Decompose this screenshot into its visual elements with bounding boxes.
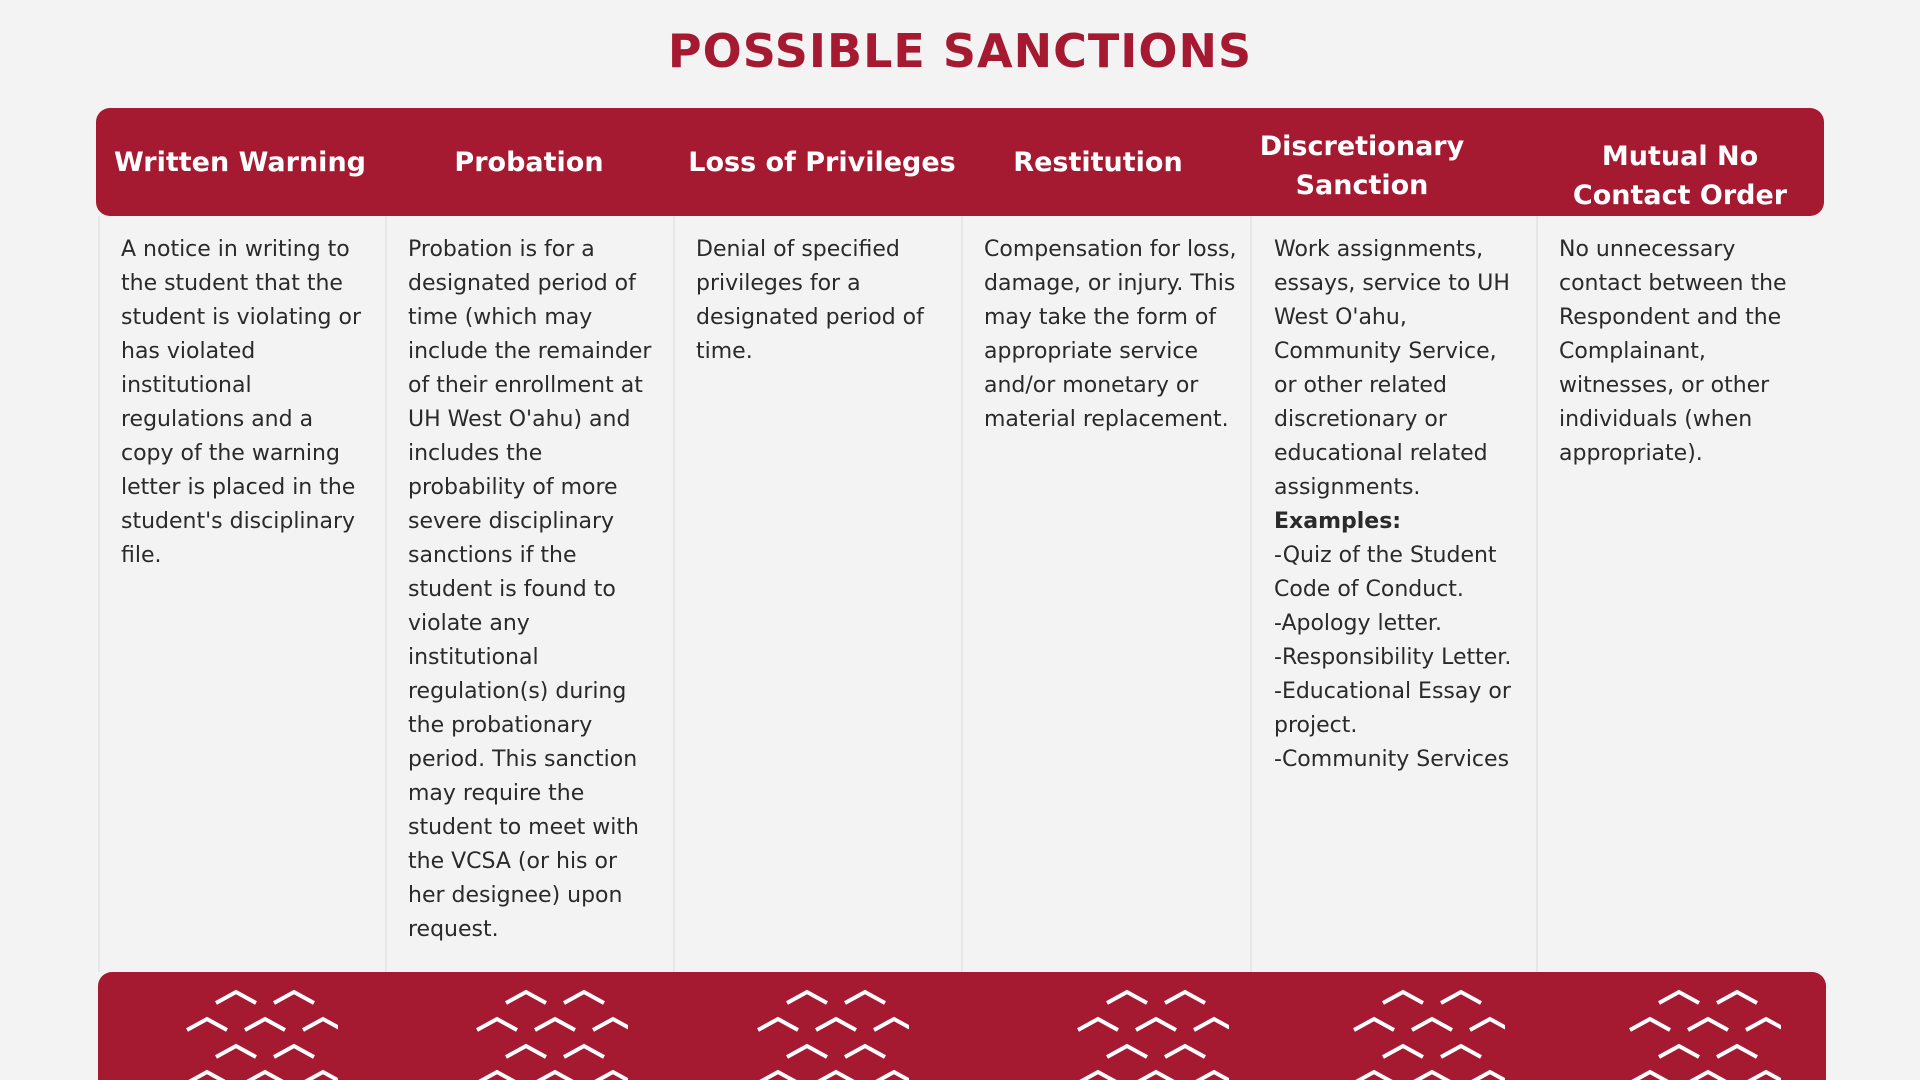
chevron-mark xyxy=(874,1019,909,1030)
heading-probation: Probation xyxy=(454,146,604,178)
chevron-mark xyxy=(1354,1019,1394,1030)
chevron-mark xyxy=(1107,1046,1147,1057)
chevron-mark xyxy=(1659,992,1699,1003)
chevron-mark xyxy=(535,1072,575,1080)
chevron-mark xyxy=(303,1072,338,1080)
chevron-mark xyxy=(1165,992,1205,1003)
chevron-mark xyxy=(564,1046,604,1057)
chevron-mark xyxy=(787,1046,827,1057)
column-body: No unnecessary contact between the Respondent and the Complainant, witnesses, or other individuals (when appropriate). xyxy=(1559,237,1787,466)
chevron-mark xyxy=(1470,1072,1505,1080)
chevron-mark xyxy=(216,992,256,1003)
chevron-mark xyxy=(593,1019,628,1030)
divider xyxy=(673,216,675,972)
heading-loss-of-privileges: Loss of Privileges xyxy=(688,146,956,178)
chevron-mark xyxy=(874,1072,909,1080)
example-item: -Quiz of the Student Code of Conduct. xyxy=(1274,543,1497,602)
chevron-mark xyxy=(1165,1046,1205,1057)
chevron-mark xyxy=(845,992,885,1003)
chevron-mark xyxy=(564,992,604,1003)
chevron-mark xyxy=(216,1046,256,1057)
column-body: Denial of specified privileges for a designated period of time. xyxy=(696,237,924,364)
chevron-mark xyxy=(816,1072,856,1080)
column-body: Probation is for a designated period of time (which may include the remainder of their enrollment at UH West O'ahu) and includes the probability of more severe disciplinary sanctions if the student is found to violate any institutional regulation(s) during the probationary period. This sanction may require the student to meet with the VCSA (or his or her designee) upon request. xyxy=(408,237,652,942)
chevron-mark xyxy=(187,1072,227,1080)
chevron-mark xyxy=(274,992,314,1003)
example-item: -Community Services xyxy=(1274,747,1510,772)
chevron-mark xyxy=(1194,1019,1229,1030)
column-written-warning xyxy=(121,233,371,573)
heading-mutual-no-contact-order: Mutual No Contact Order xyxy=(1572,141,1788,211)
chevron-mark xyxy=(506,1046,546,1057)
chevron-mark xyxy=(845,1046,885,1057)
header-bar xyxy=(96,108,1824,216)
heading-written-warning: Written Warning xyxy=(113,146,366,178)
chevron-mark xyxy=(593,1072,628,1080)
chevron-mark xyxy=(1630,1019,1670,1030)
chevron-mark xyxy=(1746,1019,1781,1030)
column-mutual-no-contact-order xyxy=(1559,233,1809,471)
chevron-mark xyxy=(1688,1019,1728,1030)
chevron-mark xyxy=(1717,1046,1757,1057)
divider xyxy=(1250,216,1252,972)
column-body: Work assignments, essays, service to UH West O'ahu, Community Service, or other related discretionary or educational related assignments. xyxy=(1274,237,1510,500)
chevron-mark xyxy=(1107,992,1147,1003)
divider xyxy=(961,216,963,972)
chevron-mark xyxy=(1746,1072,1781,1080)
divider xyxy=(98,216,100,972)
chevron-mark xyxy=(816,1019,856,1030)
chevron-mark xyxy=(1630,1072,1670,1080)
chevron-mark xyxy=(1383,992,1423,1003)
chevron-mark xyxy=(787,992,827,1003)
column-loss-of-privileges xyxy=(696,233,946,369)
footer-bar xyxy=(98,972,1826,1080)
chevron-mark xyxy=(1412,1019,1452,1030)
chevron-mark xyxy=(1412,1072,1452,1080)
chevron-mark xyxy=(506,992,546,1003)
chevron-mark xyxy=(187,1019,227,1030)
examples-label: Examples: xyxy=(1274,509,1402,534)
chevron-up-icon xyxy=(1345,982,1505,1080)
chevron-mark xyxy=(477,1019,517,1030)
chevron-mark xyxy=(758,1019,798,1030)
example-item: -Responsibility Letter. xyxy=(1274,645,1512,670)
chevron-mark xyxy=(1470,1019,1505,1030)
column-probation xyxy=(408,233,660,947)
heading-discretionary-sanction: Discretionary Sanction xyxy=(1259,131,1465,201)
divider xyxy=(1536,216,1538,972)
heading-restitution: Restitution xyxy=(1013,146,1183,178)
column-body: Compensation for loss, damage, or injury. This may take the form of appropriate service and/or monetary or material replacement. xyxy=(984,237,1237,432)
chevron-mark xyxy=(245,1072,285,1080)
chevron-mark xyxy=(1383,1046,1423,1057)
example-item: -Apology letter. xyxy=(1274,611,1442,636)
column-discretionary-sanction xyxy=(1274,233,1526,777)
chevron-mark xyxy=(535,1019,575,1030)
chevron-mark xyxy=(1717,992,1757,1003)
chevron-mark xyxy=(303,1019,338,1030)
chevron-up-icon xyxy=(749,982,909,1080)
chevron-mark xyxy=(274,1046,314,1057)
chevron-mark xyxy=(1078,1019,1118,1030)
chevron-mark xyxy=(1441,992,1481,1003)
page-title: POSSIBLE SANCTIONS xyxy=(667,24,1253,78)
chevron-mark xyxy=(477,1072,517,1080)
chevron-mark xyxy=(1194,1072,1229,1080)
chevron-mark xyxy=(758,1072,798,1080)
chevron-mark xyxy=(1354,1072,1394,1080)
chevron-up-icon xyxy=(1621,982,1781,1080)
chevron-mark xyxy=(1441,1046,1481,1057)
chevron-mark xyxy=(245,1019,285,1030)
column-restitution xyxy=(984,233,1240,437)
chevron-mark xyxy=(1078,1072,1118,1080)
chevron-mark xyxy=(1136,1019,1176,1030)
chevron-up-icon xyxy=(178,982,338,1080)
column-body: A notice in writing to the student that the student is violating or has violated institutional regulations and a copy of the warning letter is placed in the student's disciplinary file. xyxy=(121,237,361,568)
chevron-up-icon xyxy=(1069,982,1229,1080)
chevron-up-icon xyxy=(468,982,628,1080)
chevron-mark xyxy=(1659,1046,1699,1057)
chevron-mark xyxy=(1688,1072,1728,1080)
example-item: -Educational Essay or project. xyxy=(1274,679,1511,738)
chevron-mark xyxy=(1136,1072,1176,1080)
divider xyxy=(385,216,387,972)
